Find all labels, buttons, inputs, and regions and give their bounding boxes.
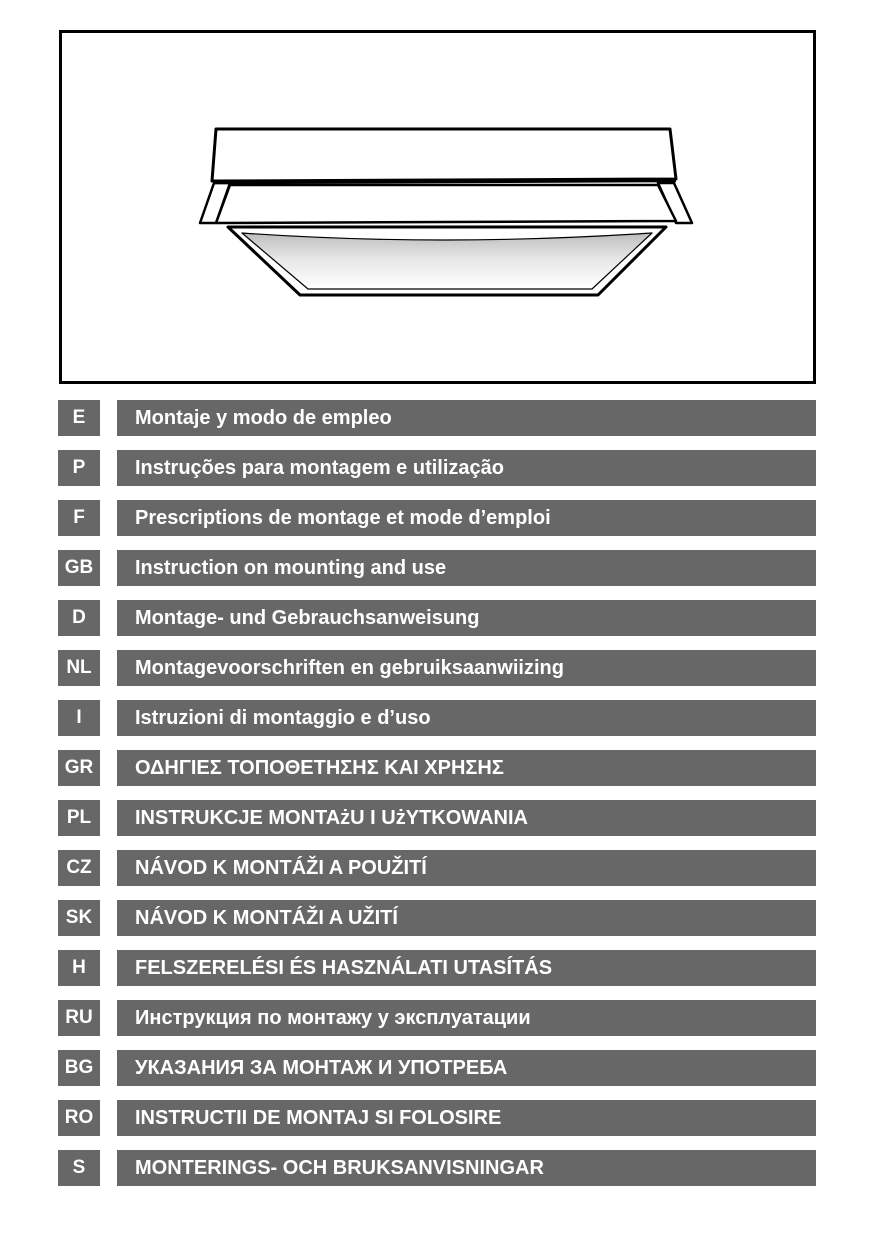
language-title: MONTERINGS- OCH BRUKSANVISNINGAR	[117, 1150, 816, 1186]
language-code: RU	[58, 1000, 100, 1036]
language-title: FELSZERELÉSI ÉS HASZNÁLATI UTASÍTÁS	[117, 950, 816, 986]
language-code: H	[58, 950, 100, 986]
language-title: Prescriptions de montage et mode d’emploi	[117, 500, 816, 536]
language-title: Инструкция по монтажу у эксплуатации	[117, 1000, 816, 1036]
language-row-sk[interactable]	[58, 900, 816, 936]
language-title: ΟΔΗΓΙΕΣ ΤΟΠΟΘΕΤΗΣΗΣ ΚΑΙ ΧΡΗΣΗΣ	[117, 750, 816, 786]
language-code: D	[58, 600, 100, 636]
language-row-h[interactable]	[58, 950, 816, 986]
language-row-e[interactable]	[58, 400, 816, 436]
language-row-i[interactable]	[58, 700, 816, 736]
language-row-cz[interactable]	[58, 850, 816, 886]
hood-glass-panel	[242, 233, 652, 289]
language-code: I	[58, 700, 100, 736]
language-code: P	[58, 450, 100, 486]
language-code: PL	[58, 800, 100, 836]
hood-body	[212, 129, 676, 181]
language-title: Montagevoorschriften en gebruiksaanwiizing	[117, 650, 816, 686]
language-row-gr[interactable]	[58, 750, 816, 786]
language-title: Montaje y modo de empleo	[117, 400, 816, 436]
language-title: INSTRUKCJE MONTAżU I UżYTKOWANIA	[117, 800, 816, 836]
language-code: GB	[58, 550, 100, 586]
cooker-hood-illustration	[62, 33, 813, 381]
language-code: SK	[58, 900, 100, 936]
language-row-s[interactable]	[58, 1150, 816, 1186]
language-code: CZ	[58, 850, 100, 886]
language-title: INSTRUCTII DE MONTAJ SI FOLOSIRE	[117, 1100, 816, 1136]
language-row-bg[interactable]	[58, 1050, 816, 1086]
language-code: E	[58, 400, 100, 436]
language-code: S	[58, 1150, 100, 1186]
language-title: УКАЗАНИЯ ЗА МОНТАЖ И УПОТРЕБА	[117, 1050, 816, 1086]
language-code: BG	[58, 1050, 100, 1086]
language-code: F	[58, 500, 100, 536]
language-row-nl[interactable]	[58, 650, 816, 686]
language-code: RO	[58, 1100, 100, 1136]
language-row-pl[interactable]	[58, 800, 816, 836]
language-row-d[interactable]	[58, 600, 816, 636]
language-code: GR	[58, 750, 100, 786]
hood-front-panel	[216, 185, 676, 223]
language-title: Instruction on mounting and use	[117, 550, 816, 586]
language-title: Instruções para montagem e utilização	[117, 450, 816, 486]
language-title: NÁVOD K MONTÁŽI A POUŽITÍ	[117, 850, 816, 886]
language-row-ro[interactable]	[58, 1100, 816, 1136]
language-title: NÁVOD K MONTÁŽI A UŽITÍ	[117, 900, 816, 936]
language-row-f[interactable]	[58, 500, 816, 536]
language-row-ru[interactable]	[58, 1000, 816, 1036]
language-title: Montage- und Gebrauchsanweisung	[117, 600, 816, 636]
language-title: Istruzioni di montaggio e d’uso	[117, 700, 816, 736]
product-illustration-frame	[59, 30, 816, 384]
language-row-p[interactable]	[58, 450, 816, 486]
language-code: NL	[58, 650, 100, 686]
language-row-gb[interactable]	[58, 550, 816, 586]
